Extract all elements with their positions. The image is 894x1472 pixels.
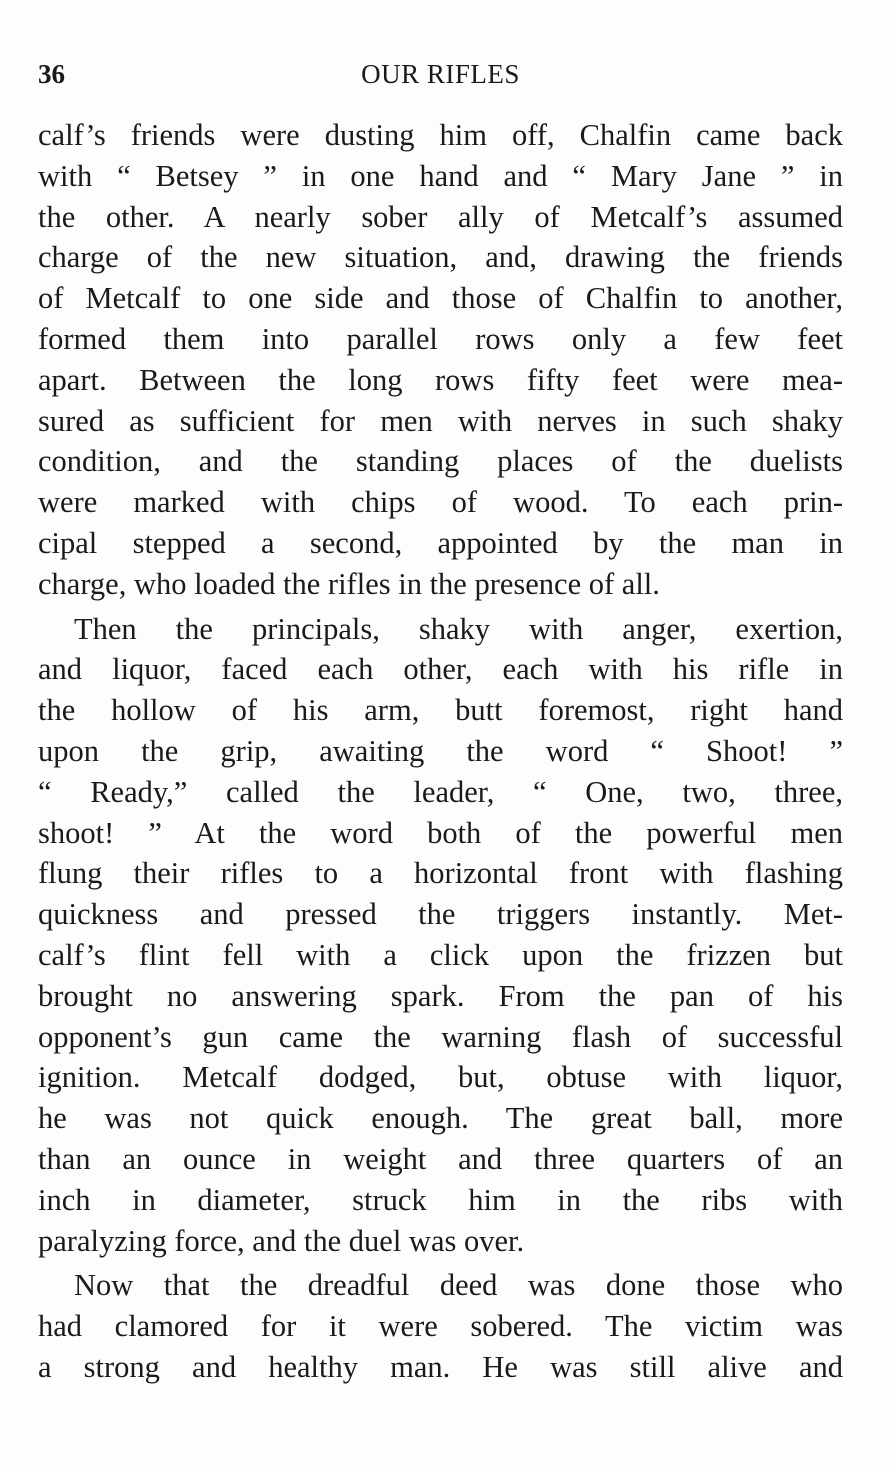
text-line: calf’s flint fell with a click upon the frizzen but (38, 937, 843, 972)
text-line: he was not quick enough. The great ball, more (38, 1101, 843, 1136)
text-line: were marked with chips of wood. To each prin- (38, 485, 843, 520)
text-line: had clamored for it were sobered. The victim was (38, 1309, 843, 1344)
body-text (38, 115, 843, 1392)
text-line: than an ounce in weight and three quarters of an (38, 1141, 843, 1176)
text-line: a strong and healthy man. He was still alive and (38, 1349, 843, 1384)
text-line: with “ Betsey ” in one hand and “ Mary Jane ” in (38, 158, 843, 193)
text-line: Then the principals, shaky with anger, exertion, (74, 611, 843, 646)
text-line: quickness and pressed the triggers instantly. Met- (38, 897, 843, 932)
text-line: sured as sufficient for men with nerves in such shaky (38, 403, 843, 438)
text-line: calf’s friends were dusting him off, Chalfin came back (38, 118, 843, 152)
text-line: Now that the dreadful deed was done those who (74, 1268, 843, 1303)
text-line: flung their rifles to a horizontal front with flashing (38, 856, 843, 891)
paragraph (38, 115, 843, 605)
text-line: condition, and the standing places of the duelists (38, 444, 843, 479)
running-title: OUR RIFLES (361, 59, 520, 89)
text-line: the other. A nearly sober ally of Metcalf’s assumed (38, 199, 843, 234)
text-line: ignition. Metcalf dodged, but, obtuse with liquor, (38, 1060, 843, 1095)
text-line: opponent’s gun came the warning flash of successful (38, 1019, 843, 1054)
text-line: apart. Between the long rows fifty feet were mea- (38, 362, 843, 397)
text-line: formed them into parallel rows only a few feet (38, 321, 843, 356)
page-number: 36 (38, 59, 65, 89)
text-line: and liquor, faced each other, each with his rifle in (38, 652, 843, 687)
text-line: of Metcalf to one side and those of Chalfin to another, (38, 281, 843, 316)
text-line: the hollow of his arm, butt foremost, right hand (38, 693, 843, 728)
text-line: charge of the new situation, and, drawing the friends (38, 240, 843, 275)
running-head (38, 54, 843, 94)
text-line: brought no answering spark. From the pan of his (38, 978, 843, 1013)
text-line: shoot! ” At the word both of the powerful men (38, 815, 843, 850)
text-line: “ Ready,” called the leader, “ One, two, three, (38, 774, 843, 809)
text-line: cipal stepped a second, appointed by the man in (38, 525, 843, 560)
text-line: inch in diameter, struck him in the ribs with (38, 1182, 843, 1217)
paragraph (38, 609, 843, 1262)
paragraph (38, 1265, 843, 1387)
text-line: paralyzing force, and the duel was over. (38, 1223, 525, 1258)
text-line: charge, who loaded the rifles in the presence of all. (38, 566, 660, 601)
text-line: upon the grip, awaiting the word “ Shoot! ” (38, 733, 843, 768)
